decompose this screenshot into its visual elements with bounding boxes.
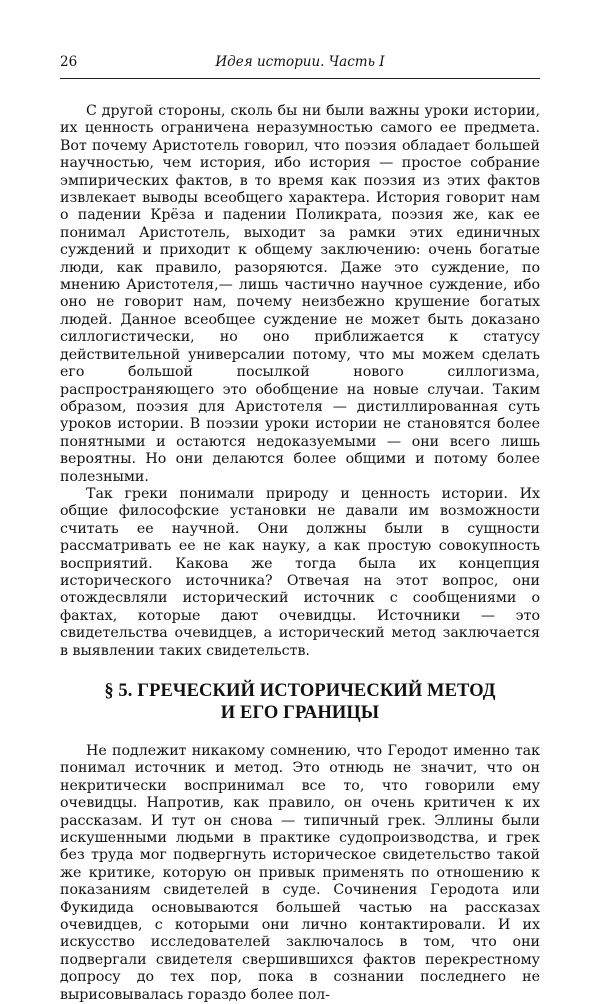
running-head: [60, 54, 540, 76]
header-rule: [60, 78, 540, 79]
running-title: Идея истории. Часть I: [215, 54, 385, 70]
section-heading: [60, 680, 540, 724]
book-page: [60, 54, 540, 1004]
paragraph-aristotle-poetry: С другой стороны, сколь бы ни были важны уроки истории, их ценность ограничена неразумностью самого ее предмета. Вот почему Аристотель говорил, что поэзия обладает большей научностью, чем история, ибо история — простое собрание эмпирических фактов, в то время как поэзия из этих фактов извлекает выводы всеобщего характера. История говорит нам о падении Крёза и падении Поликрата, поэзия же, как ее понимал Аристотель, выходит за рамки этих единичных суждений и приходит к общему заключению: очень богатые люди, как правило, разоряются. Даже это суждение, по мнению Аристотеля,— лишь частично научное суждение, ибо оно не говорит нам, почему неизбежно крушение богатых людей. Данное всеобщее суждение не может быть доказано силлогистически, но оно приближается к статусу действительной универсалии потому, что мы можем сделать его большой посылкой нового силлогизма, распространяющего это обобщение на новые случаи. Таким образом, поэзия для Аристотеля — дистиллированная суть уроков истории. В поэзии уроки истории не становятся более понятными и остаются недоказуемыми — они всего лишь вероятны. Но они делаются более общими и потому более полезными.: [60, 103, 540, 485]
page-number: 26: [60, 54, 78, 70]
paragraph-greek-view: Так греки понимали природу и ценность истории. Их общие философские установки не давали им возможности считать ее научной. Они должны были в сущности рассматривать ее не как науку, а как простую совокупность восприятий. Какова же тогда была их концепция исторического источника? Отвечая на этот вопрос, они отождесвляли исторический источник с сообщениями о фактах, которые дают очевидцы. Источники — это свидетельства очевидцев, а исторический метод заключается в выявлении таких свидетельств.: [60, 485, 540, 659]
section-heading-line-2: И ЕГО ГРАНИЦЫ: [220, 703, 380, 723]
section-heading-line-1: § 5. ГРЕЧЕСКИЙ ИСТОРИЧЕСКИЙ МЕТОД: [104, 681, 496, 701]
paragraph-herodotus: Не подлежит никакому сомнению, что Геродот именно так понимал источник и метод. Это отнюдь не значит, что он некритически воспринимал все то, что говорили ему очевидцы. Напротив, как правило, он очень критичен к их рассказам. И тут он снова — типичный грек. Эллины были искушенными людьми в практике судопроизводства, и грек без труда мог подвергнуть историческое свидетельство такой же критике, которую он привык применять по отношению к показаниям свидетелей в суде. Сочинения Геродота или Фукидида основываются большей частью на рассказах очевидцев, с которыми они лично контактировали. И их искусство исследователей заключалось в том, что они подвергали свидетеля свершившихся фактов перекрестному допросу до тех пор, пока в сознании последнего не вырисовывалась гораздо более пол-: [60, 743, 540, 1003]
